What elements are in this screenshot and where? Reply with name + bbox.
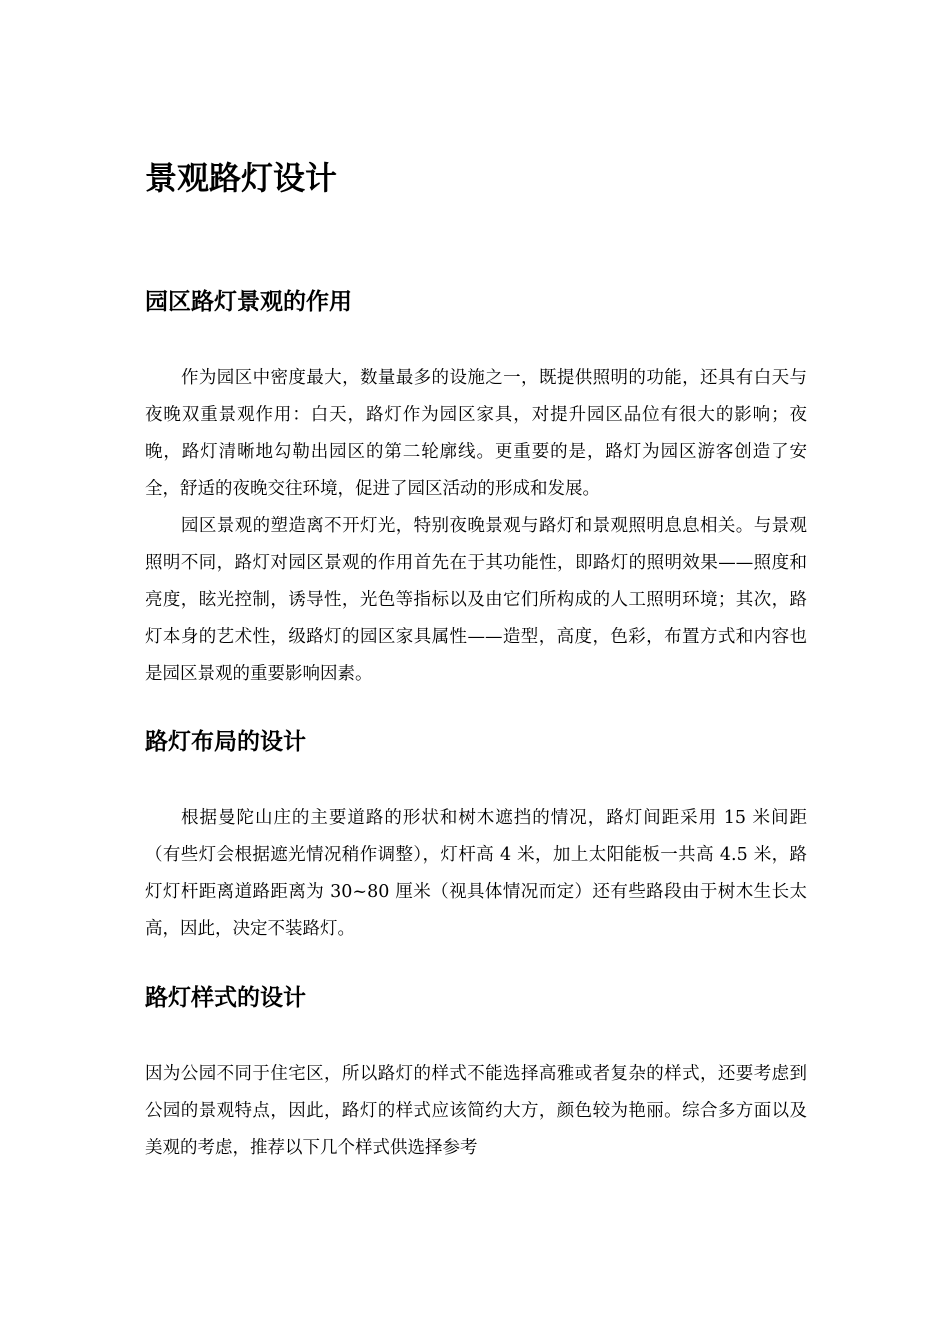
paragraph-role-1: 作为园区中密度最大，数量最多的设施之一，既提供照明的功能，还具有白天与夜晚双重景观作用：白天，路灯作为园区家具，对提升园区品位有很大的影响；夜晚，路灯清晰地勾勒出园区的第二轮廓线。更重要的是，路灯为园区游客创造了安全，舒适的夜晚交往环境，促进了园区活动的形成和发展。 — [145, 368, 807, 499]
section-heading-role: 园区路灯景观的作用 — [145, 289, 352, 315]
section-heading-layout: 路灯布局的设计 — [145, 729, 306, 755]
section-heading-style: 路灯样式的设计 — [145, 985, 306, 1011]
paragraph-role-2: 园区景观的塑造离不开灯光，特别夜晚景观与路灯和景观照明息息相关。与景观照明不同，路灯对园区景观的作用首先在于其功能性，即路灯的照明效果——照度和亮度，眩光控制，诱导性，光色等指标以及由它们所构成的人工照明环境；其次，路灯本身的艺术性，级路灯的园区家具属性——造型，高度，色彩，布置方式和内容也是园区景观的重要影响因素。 — [145, 516, 807, 684]
paragraph-layout: 根据曼陀山庄的主要道路的形状和树木遮挡的情况，路灯间距采用 15 米间距（有些灯会根据遮光情况稍作调整），灯杆高 4 米，加上太阳能板一共高 4.5 米，路灯灯杆距离道路距离为 30~80 厘米（视具体情况而定）还有些路段由于树木生长太高，因此，决定不装路灯。 — [145, 808, 807, 939]
document-title: 景观路灯设计 — [145, 159, 338, 197]
paragraph-style: 因为公园不同于住宅区，所以路灯的样式不能选择高雅或者复杂的样式，还要考虑到公园的景观特点，因此，路灯的样式应该简约大方，颜色较为艳丽。综合多方面以及美观的考虑，推荐以下几个样式供选择参考 — [145, 1064, 807, 1158]
